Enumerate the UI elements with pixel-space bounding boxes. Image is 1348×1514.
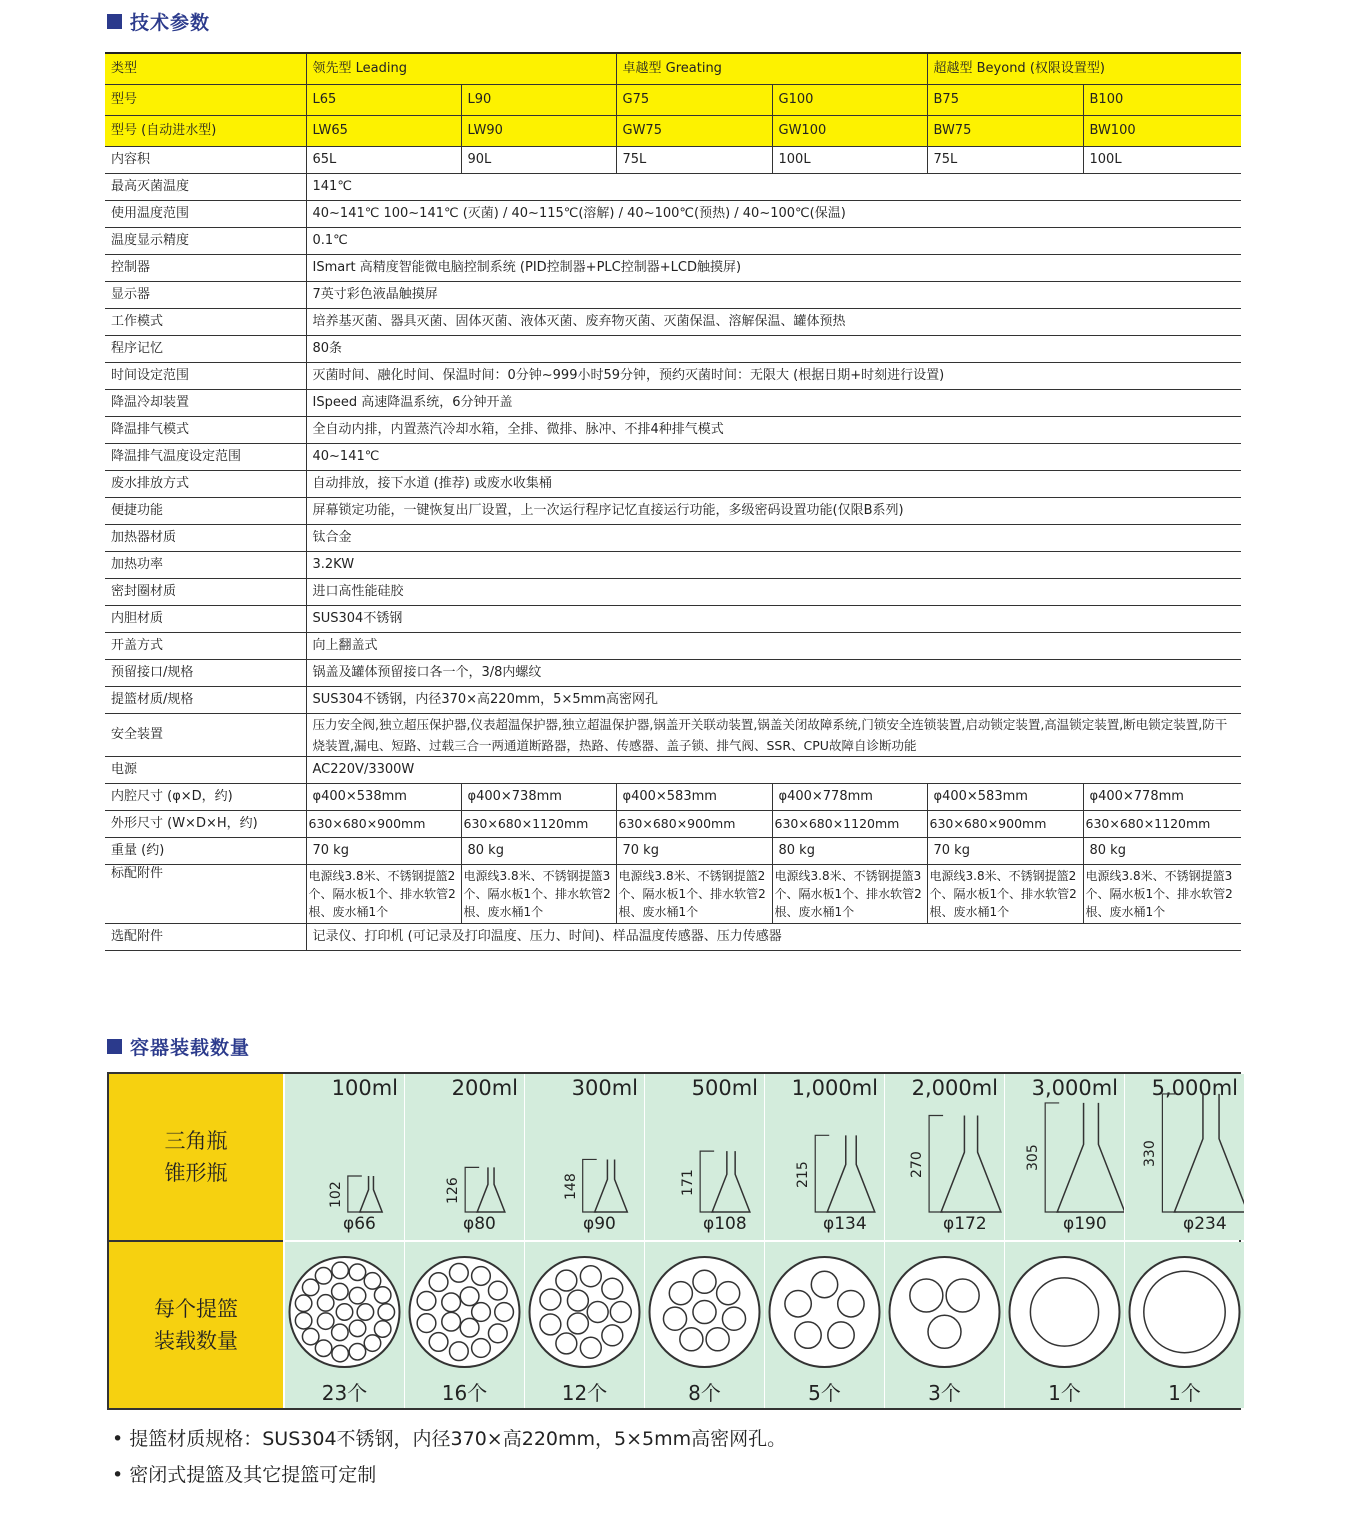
spec-row (105, 201, 1241, 228)
row-label: 显示器 (105, 282, 306, 309)
row-label: 便捷功能 (105, 498, 306, 525)
flask-volume: 300ml (571, 1076, 638, 1100)
value-cell: φ400×738mm (461, 784, 616, 811)
model-cell: L90 (461, 85, 616, 116)
row-label: 工作模式 (105, 309, 306, 336)
spec-row-power (105, 757, 1241, 784)
height-dimension-line (1045, 1103, 1059, 1212)
value-cell: 630×680×1120mm (1083, 811, 1241, 838)
row-label: 降温冷却装置 (105, 390, 306, 417)
value-cell: 自动排放，接下水道 (推荐) 或废水收集桶 (306, 471, 1241, 498)
row-label: 密封圈材质 (105, 579, 306, 606)
row-label: 降温排气温度设定范围 (105, 444, 306, 471)
row-label: 加热器材质 (105, 525, 306, 552)
basket-icon (1125, 1242, 1244, 1382)
model-cell: G100 (772, 85, 927, 116)
flask-volume: 1,000ml (791, 1076, 878, 1100)
basket-icon (765, 1242, 884, 1382)
value-cell: AC220V/3300W (306, 757, 1241, 784)
row-label: 废水排放方式 (105, 471, 306, 498)
flask-outline (477, 1167, 505, 1212)
value-cell: 电源线3.8米、不锈钢提篮3个、隔水板1个、排水软管2根、废水桶1个 (1083, 865, 1241, 924)
spec-row (105, 498, 1241, 525)
model-cell: LW90 (461, 116, 616, 147)
flask-label-line: 锥形瓶 (164, 1161, 228, 1185)
flask-outline (827, 1135, 875, 1212)
basket-icon (885, 1242, 1004, 1382)
note-basket-spec: • 提篮材质规格：SUS304不锈钢，内径370×高220mm，5×5mm高密网孔。 (112, 1428, 787, 1450)
value-cell: 75L (927, 147, 1083, 174)
value-cell: 压力安全阀,独立超压保护器,仪表超温保护器,独立超温保护器,锅盖开关联动装置,锅盖关闭故障系统,门锁安全连锁装置,启动锁定装置,高温锁定装置,断电锁定装置,防干烧装置,漏电、短路、过载三合一两通道断路器，热路、传感器、盖子锁、排气阀、SSR、CPU故障自诊断功能 (306, 714, 1241, 757)
value-cell: 70 kg (306, 838, 461, 865)
row-label: 使用温度范围 (105, 201, 306, 228)
model-cell: BW100 (1083, 116, 1241, 147)
basket-cell (645, 1242, 764, 1408)
flask-cell (285, 1074, 404, 1240)
value-cell: SUS304不锈钢，内径370×高220mm，5×5mm高密网孔 (306, 687, 1241, 714)
height-dimension-line (1162, 1094, 1176, 1212)
flask-diameter: φ108 (703, 1214, 747, 1234)
basket-count: 16个 (441, 1381, 488, 1405)
basket-count: 1个 (1168, 1381, 1201, 1405)
value-cell: 100L (772, 147, 927, 174)
row-label: 开盖方式 (105, 633, 306, 660)
spec-row (105, 444, 1241, 471)
spec-row (105, 228, 1241, 255)
row-label: 重量 (约) (105, 838, 306, 865)
basket-icon (285, 1242, 404, 1382)
value-cell: ISpeed 高速降温系统，6分钟开盖 (306, 390, 1241, 417)
spec-row-model (105, 85, 1241, 116)
value-cell: 80 kg (1083, 838, 1241, 865)
basket-outline (890, 1257, 1000, 1367)
value-cell: SUS304不锈钢 (306, 606, 1241, 633)
value-cell: 630×680×900mm (927, 811, 1083, 838)
basket-cell (285, 1242, 404, 1408)
flask-diameter: φ190 (1063, 1214, 1107, 1234)
flask-height: 215 (795, 1160, 812, 1188)
type-beyond: 超越型 Beyond (权限设置型) (927, 53, 1241, 85)
value-cell: 630×680×900mm (306, 811, 461, 838)
flask-height: 102 (327, 1181, 344, 1208)
height-dimension-line (583, 1159, 597, 1212)
row-label: 控制器 (105, 255, 306, 282)
spec-row (105, 633, 1241, 660)
spec-row (105, 417, 1241, 444)
spec-row (105, 471, 1241, 498)
flask-diameter: φ80 (463, 1214, 496, 1234)
model-cell: B75 (927, 85, 1083, 116)
flask-cell (525, 1074, 644, 1240)
flask-outline (1174, 1094, 1244, 1212)
spec-row-weight (105, 838, 1241, 865)
height-dimension-line (465, 1167, 479, 1212)
spec-row (105, 687, 1241, 714)
value-cell: 630×680×1120mm (461, 811, 616, 838)
spec-row (105, 390, 1241, 417)
value-cell: 0.1℃ (306, 228, 1241, 255)
row-label: 类型 (105, 53, 306, 85)
row-label: 降温排气模式 (105, 417, 306, 444)
basket-cell (1005, 1242, 1124, 1408)
type-greating: 卓越型 Greating (616, 53, 927, 85)
value-cell: 40~141℃ 100~141℃ (灭菌) / 40~115℃(溶解) / 40~100℃(预热) / 40~100℃(保温) (306, 201, 1241, 228)
row-label: 安全装置 (105, 714, 306, 757)
flask-volume: 500ml (691, 1076, 758, 1100)
spec-row (105, 660, 1241, 687)
spec-row (105, 309, 1241, 336)
flask-outline (1057, 1103, 1124, 1212)
flask-volume: 3,000ml (1031, 1076, 1118, 1100)
row-label: 加热功率 (105, 552, 306, 579)
basket-outline (770, 1257, 880, 1367)
value-cell: 电源线3.8米、不锈钢提篮3个、隔水板1个、排水软管2根、废水桶1个 (772, 865, 927, 924)
basket-outline (530, 1257, 640, 1367)
spec-row-volume (105, 147, 1241, 174)
value-cell: 7英寸彩色液晶触摸屏 (306, 282, 1241, 309)
value-cell: 40~141℃ (306, 444, 1241, 471)
flask-cell (645, 1074, 764, 1240)
spec-row (105, 606, 1241, 633)
value-cell: 630×680×900mm (616, 811, 772, 838)
count-row-label (109, 1242, 283, 1408)
section-square-icon (107, 14, 122, 29)
row-label: 预留接口/规格 (105, 660, 306, 687)
basket-count: 8个 (688, 1381, 721, 1405)
height-dimension-line (700, 1151, 714, 1212)
row-label: 型号 (105, 85, 306, 116)
flask-height: 270 (909, 1151, 926, 1178)
spec-row (105, 579, 1241, 606)
spec-row (105, 282, 1241, 309)
value-cell: 向上翻盖式 (306, 633, 1241, 660)
basket-count: 12个 (561, 1381, 608, 1405)
value-cell: 记录仪、打印机 (可记录及打印温度、压力、时间)、样品温度传感器、压力传感器 (306, 924, 1241, 951)
row-label: 程序记忆 (105, 336, 306, 363)
value-cell: 141℃ (306, 174, 1241, 201)
value-cell: 630×680×1120mm (772, 811, 927, 838)
spec-row-optional (105, 924, 1241, 951)
basket-icon (405, 1242, 524, 1382)
model-cell: L65 (306, 85, 461, 116)
value-cell: 80 kg (461, 838, 616, 865)
value-cell: 3.2KW (306, 552, 1241, 579)
row-label: 内腔尺寸 (φ×D，约) (105, 784, 306, 811)
spec-row-safety (105, 714, 1241, 757)
value-cell: 灭菌时间、融化时间、保温时间：0分钟~999小时59分钟，预约灭菌时间：无限大 (根据日期+时刻进行设置) (306, 363, 1241, 390)
flask-diameter: φ90 (583, 1214, 616, 1234)
value-cell: 锅盖及罐体预留接口各一个，3/8内螺纹 (306, 660, 1241, 687)
loading-section-title (107, 1033, 250, 1059)
count-label-line: 每个提篮 (154, 1297, 238, 1321)
flask-volume: 200ml (451, 1076, 518, 1100)
row-label: 选配附件 (105, 924, 306, 951)
value-cell: 电源线3.8米、不锈钢提篮2个、隔水板1个、排水软管2根、废水桶1个 (927, 865, 1083, 924)
flask-volume: 2,000ml (911, 1076, 998, 1100)
flask-diameter: φ134 (823, 1214, 867, 1234)
basket-icon (645, 1242, 764, 1382)
value-cell: 钛合金 (306, 525, 1241, 552)
count-label-line: 装载数量 (154, 1329, 238, 1353)
row-label: 提篮材质/规格 (105, 687, 306, 714)
flask-height: 330 (1142, 1140, 1159, 1167)
model-cell: LW65 (306, 116, 461, 147)
value-cell: ISmart 高精度智能微电脑控制系统 (PID控制器+PLC控制器+LCD触摸屏) (306, 255, 1241, 282)
value-cell: 培养基灭菌、器具灭菌、固体灭菌、液体灭菌、废弃物灭菌、灭菌保温、溶解保温、罐体预热 (306, 309, 1241, 336)
flask-cell (1005, 1074, 1124, 1240)
spec-row-outer (105, 811, 1241, 838)
spec-title-text: 技术参数 (130, 11, 211, 34)
basket-count: 5个 (808, 1381, 841, 1405)
spec-rows-general (105, 174, 1241, 714)
flask-outline (941, 1116, 1001, 1212)
spec-row-type (105, 53, 1241, 85)
value-cell: 屏幕锁定功能，一键恢复出厂设置，上一次运行程序记忆直接运行功能，多级密码设置功能(仅限B系列) (306, 498, 1241, 525)
flask-height: 126 (445, 1176, 462, 1204)
basket-count: 1个 (1048, 1381, 1081, 1405)
spec-row (105, 336, 1241, 363)
flask-diameter: φ172 (943, 1214, 987, 1234)
value-cell: φ400×583mm (616, 784, 772, 811)
flask-volume: 100ml (331, 1076, 398, 1100)
type-leading: 领先型 Leading (306, 53, 616, 85)
value-cell: 80 kg (772, 838, 927, 865)
flask-cell (765, 1074, 884, 1240)
value-cell: 90L (461, 147, 616, 174)
value-cell: 进口高性能硅胶 (306, 579, 1241, 606)
flask-height: 148 (562, 1172, 579, 1200)
basket-cell (525, 1242, 644, 1408)
value-cell: 65L (306, 147, 461, 174)
basket-cell (885, 1242, 1004, 1408)
value-cell: 全自动内排，内置蒸汽冷却水箱，全排、微排、脉冲、不排4种排气模式 (306, 417, 1241, 444)
flask-outline (595, 1159, 628, 1212)
basket-cell (1125, 1242, 1244, 1408)
flask-label-line: 三角瓶 (164, 1129, 228, 1153)
basket-outline (1130, 1257, 1240, 1367)
basket-outline (290, 1257, 400, 1367)
value-cell: 100L (1083, 147, 1241, 174)
model-cell: B100 (1083, 85, 1241, 116)
loading-title-text: 容器装载数量 (130, 1036, 251, 1059)
row-label: 内胆材质 (105, 606, 306, 633)
value-cell: 电源线3.8米、不锈钢提篮3个、隔水板1个、排水软管2根、废水桶1个 (461, 865, 616, 924)
row-label: 标配附件 (105, 865, 306, 924)
spec-section-title (107, 8, 210, 34)
basket-outline (1010, 1257, 1120, 1367)
spec-row-accessories (105, 865, 1241, 924)
basket-outline (410, 1257, 520, 1367)
flask-cell (1125, 1074, 1244, 1240)
row-label: 内容积 (105, 147, 306, 174)
value-cell: 70 kg (616, 838, 772, 865)
spec-row (105, 174, 1241, 201)
flask-outline (712, 1151, 750, 1212)
row-label: 时间设定范围 (105, 363, 306, 390)
height-dimension-line (929, 1116, 943, 1212)
flask-height: 305 (1025, 1144, 1042, 1172)
value-cell: 电源线3.8米、不锈钢提篮2个、隔水板1个、排水软管2根、废水桶1个 (306, 865, 461, 924)
flask-outline (360, 1176, 382, 1212)
flask-row-label (109, 1074, 283, 1242)
section-square-icon (107, 1039, 122, 1054)
row-label: 型号 (自动进水型) (105, 116, 306, 147)
basket-count: 3个 (928, 1381, 961, 1405)
flask-diameter: φ234 (1183, 1214, 1227, 1234)
row-label: 最高灭菌温度 (105, 174, 306, 201)
value-cell: 80条 (306, 336, 1241, 363)
model-cell: G75 (616, 85, 772, 116)
value-cell: 70 kg (927, 838, 1083, 865)
spec-row-chamber (105, 784, 1241, 811)
value-cell: φ400×538mm (306, 784, 461, 811)
spec-table (105, 52, 1241, 951)
note-custom-basket: • 密闭式提篮及其它提篮可定制 (112, 1464, 377, 1486)
flask-cell (885, 1074, 1004, 1240)
basket-icon (1005, 1242, 1124, 1382)
flask-volume: 5,000ml (1151, 1076, 1238, 1100)
value-cell: 75L (616, 147, 772, 174)
row-label: 温度显示精度 (105, 228, 306, 255)
flask-cell (405, 1074, 524, 1240)
basket-cell (765, 1242, 884, 1408)
spec-row (105, 363, 1241, 390)
height-dimension-line (815, 1135, 829, 1212)
spec-row (105, 525, 1241, 552)
flask-diameter: φ66 (343, 1214, 376, 1234)
value-cell: φ400×778mm (1083, 784, 1241, 811)
model-cell: BW75 (927, 116, 1083, 147)
height-dimension-line (348, 1176, 362, 1212)
loading-table (107, 1072, 1241, 1410)
model-cell: GW75 (616, 116, 772, 147)
spec-row-model-auto (105, 116, 1241, 147)
value-cell: 电源线3.8米、不锈钢提篮2个、隔水板1个、排水软管2根、废水桶1个 (616, 865, 772, 924)
row-label: 外形尺寸 (W×D×H，约) (105, 811, 306, 838)
row-label: 电源 (105, 757, 306, 784)
basket-cell (405, 1242, 524, 1408)
basket-count: 23个 (321, 1381, 368, 1405)
flask-height: 171 (680, 1168, 697, 1196)
spec-row (105, 552, 1241, 579)
value-cell: φ400×778mm (772, 784, 927, 811)
value-cell: φ400×583mm (927, 784, 1083, 811)
basket-icon (525, 1242, 644, 1382)
spec-row (105, 255, 1241, 282)
model-cell: GW100 (772, 116, 927, 147)
